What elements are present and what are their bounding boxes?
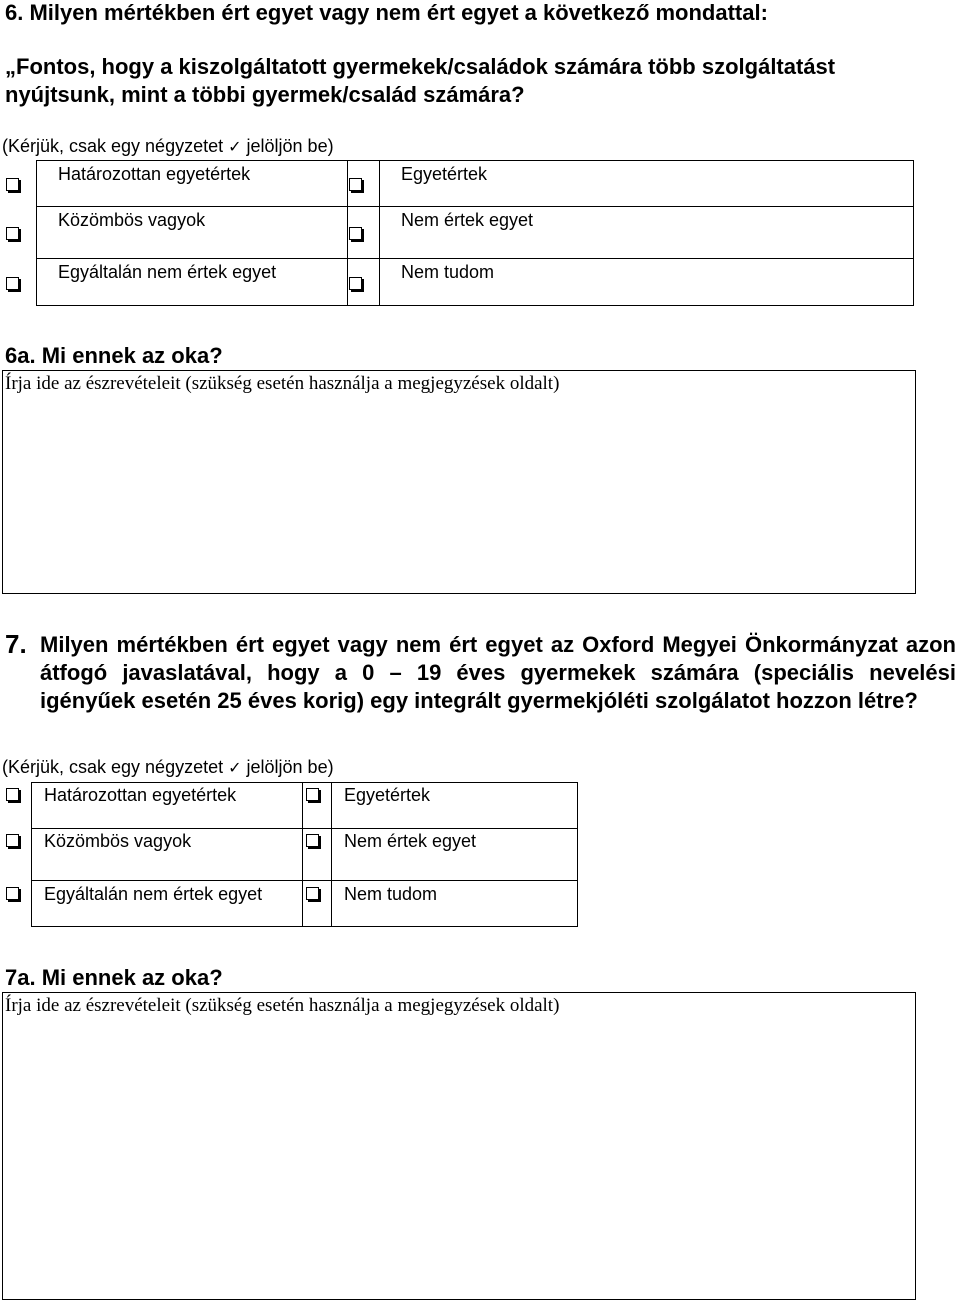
grid-line xyxy=(36,160,914,161)
q7-checkbox-disagree[interactable] xyxy=(306,834,319,847)
q7a-title: 7a. Mi ennek az oka? xyxy=(5,965,223,990)
q6-quote-line2: nyújtsunk, mint a többi gyermek/család számára? xyxy=(5,82,525,107)
q7-number: 7. xyxy=(5,629,27,659)
q6-instruction: (Kérjük, csak egy négyzetet ✓ jelöljön be) xyxy=(2,136,334,156)
q7-text: Milyen mértékben ért egyet vagy nem ért egyet az Oxford Megyei Önkormányzat azon átfogó javaslatával, hogy a 0 – 19 éves gyermekek számára (speciális nevelési igényűek esetén 25 éves korig) egy integrált gyermekjóléti szolgálatot hozzon létre? xyxy=(40,632,956,713)
q6-checkbox-disagree[interactable] xyxy=(349,227,362,240)
q7-option-label: Nem tudom xyxy=(344,884,438,904)
q6-quote-line1: „Fontos, hogy a kiszolgáltatott gyermekek/családok számára több szolgáltatást xyxy=(5,54,836,79)
q6a-answer-box[interactable] xyxy=(2,370,916,594)
grid-line xyxy=(31,782,32,927)
q6a-title: 6a. Mi ennek az oka? xyxy=(5,343,223,368)
grid-line xyxy=(302,782,303,927)
q6-title: 6. Milyen mértékben ért egyet vagy nem ért egyet a következő mondattal: xyxy=(5,0,768,25)
q6-checkbox-dont-know[interactable] xyxy=(349,277,362,290)
q7-checkbox-neutral[interactable] xyxy=(6,834,19,847)
q6a-hint: Írja ide az észrevételeit (szükség esetén használja a megjegyzések oldalt) xyxy=(5,373,560,394)
q7-instruction: (Kérjük, csak egy négyzetet ✓ jelöljön be) xyxy=(2,757,334,777)
grid-line xyxy=(31,782,578,783)
q7-option-label: Határozottan egyetértek xyxy=(44,785,237,805)
q6-option-label: Nem tudom xyxy=(401,262,495,282)
q6-checkbox-agree[interactable] xyxy=(349,178,362,191)
q6-option-label: Közömbös vagyok xyxy=(58,210,206,230)
q6-checkbox-strongly-agree[interactable] xyxy=(6,178,19,191)
q6-checkbox-neutral[interactable] xyxy=(6,227,19,240)
q7-option-label: Egyáltalán nem értek egyet xyxy=(44,884,263,904)
grid-line xyxy=(379,160,380,306)
grid-line xyxy=(31,926,578,927)
q7-checkbox-strongly-disagree[interactable] xyxy=(6,887,19,900)
q7a-answer-box[interactable] xyxy=(2,992,916,1300)
grid-line xyxy=(31,828,578,829)
q6-option-label: Határozottan egyetértek xyxy=(58,164,251,184)
grid-line xyxy=(347,160,348,306)
q7-option-label: Egyetértek xyxy=(344,785,431,805)
q7-option-label: Nem értek egyet xyxy=(344,831,477,851)
q6-option-label: Nem értek egyet xyxy=(401,210,534,230)
grid-line xyxy=(331,782,332,927)
grid-line xyxy=(913,160,914,306)
q7-checkbox-strongly-agree[interactable] xyxy=(6,788,19,801)
grid-line xyxy=(36,258,914,259)
q7-option-label: Közömbös vagyok xyxy=(44,831,192,851)
check-icon: ✓ xyxy=(228,137,242,156)
q6-checkbox-strongly-disagree[interactable] xyxy=(6,277,19,290)
q6-option-label: Egyáltalán nem értek egyet xyxy=(58,262,277,282)
grid-line xyxy=(36,206,914,207)
grid-line xyxy=(31,880,578,881)
check-icon: ✓ xyxy=(228,758,242,777)
grid-line xyxy=(577,782,578,927)
grid-line xyxy=(36,160,37,306)
q7-checkbox-agree[interactable] xyxy=(306,788,319,801)
q7-checkbox-dont-know[interactable] xyxy=(306,887,319,900)
q7a-hint: Írja ide az észrevételeit (szükség esetén használja a megjegyzések oldalt) xyxy=(5,995,560,1016)
grid-line xyxy=(36,305,914,306)
q6-option-label: Egyetértek xyxy=(401,164,488,184)
